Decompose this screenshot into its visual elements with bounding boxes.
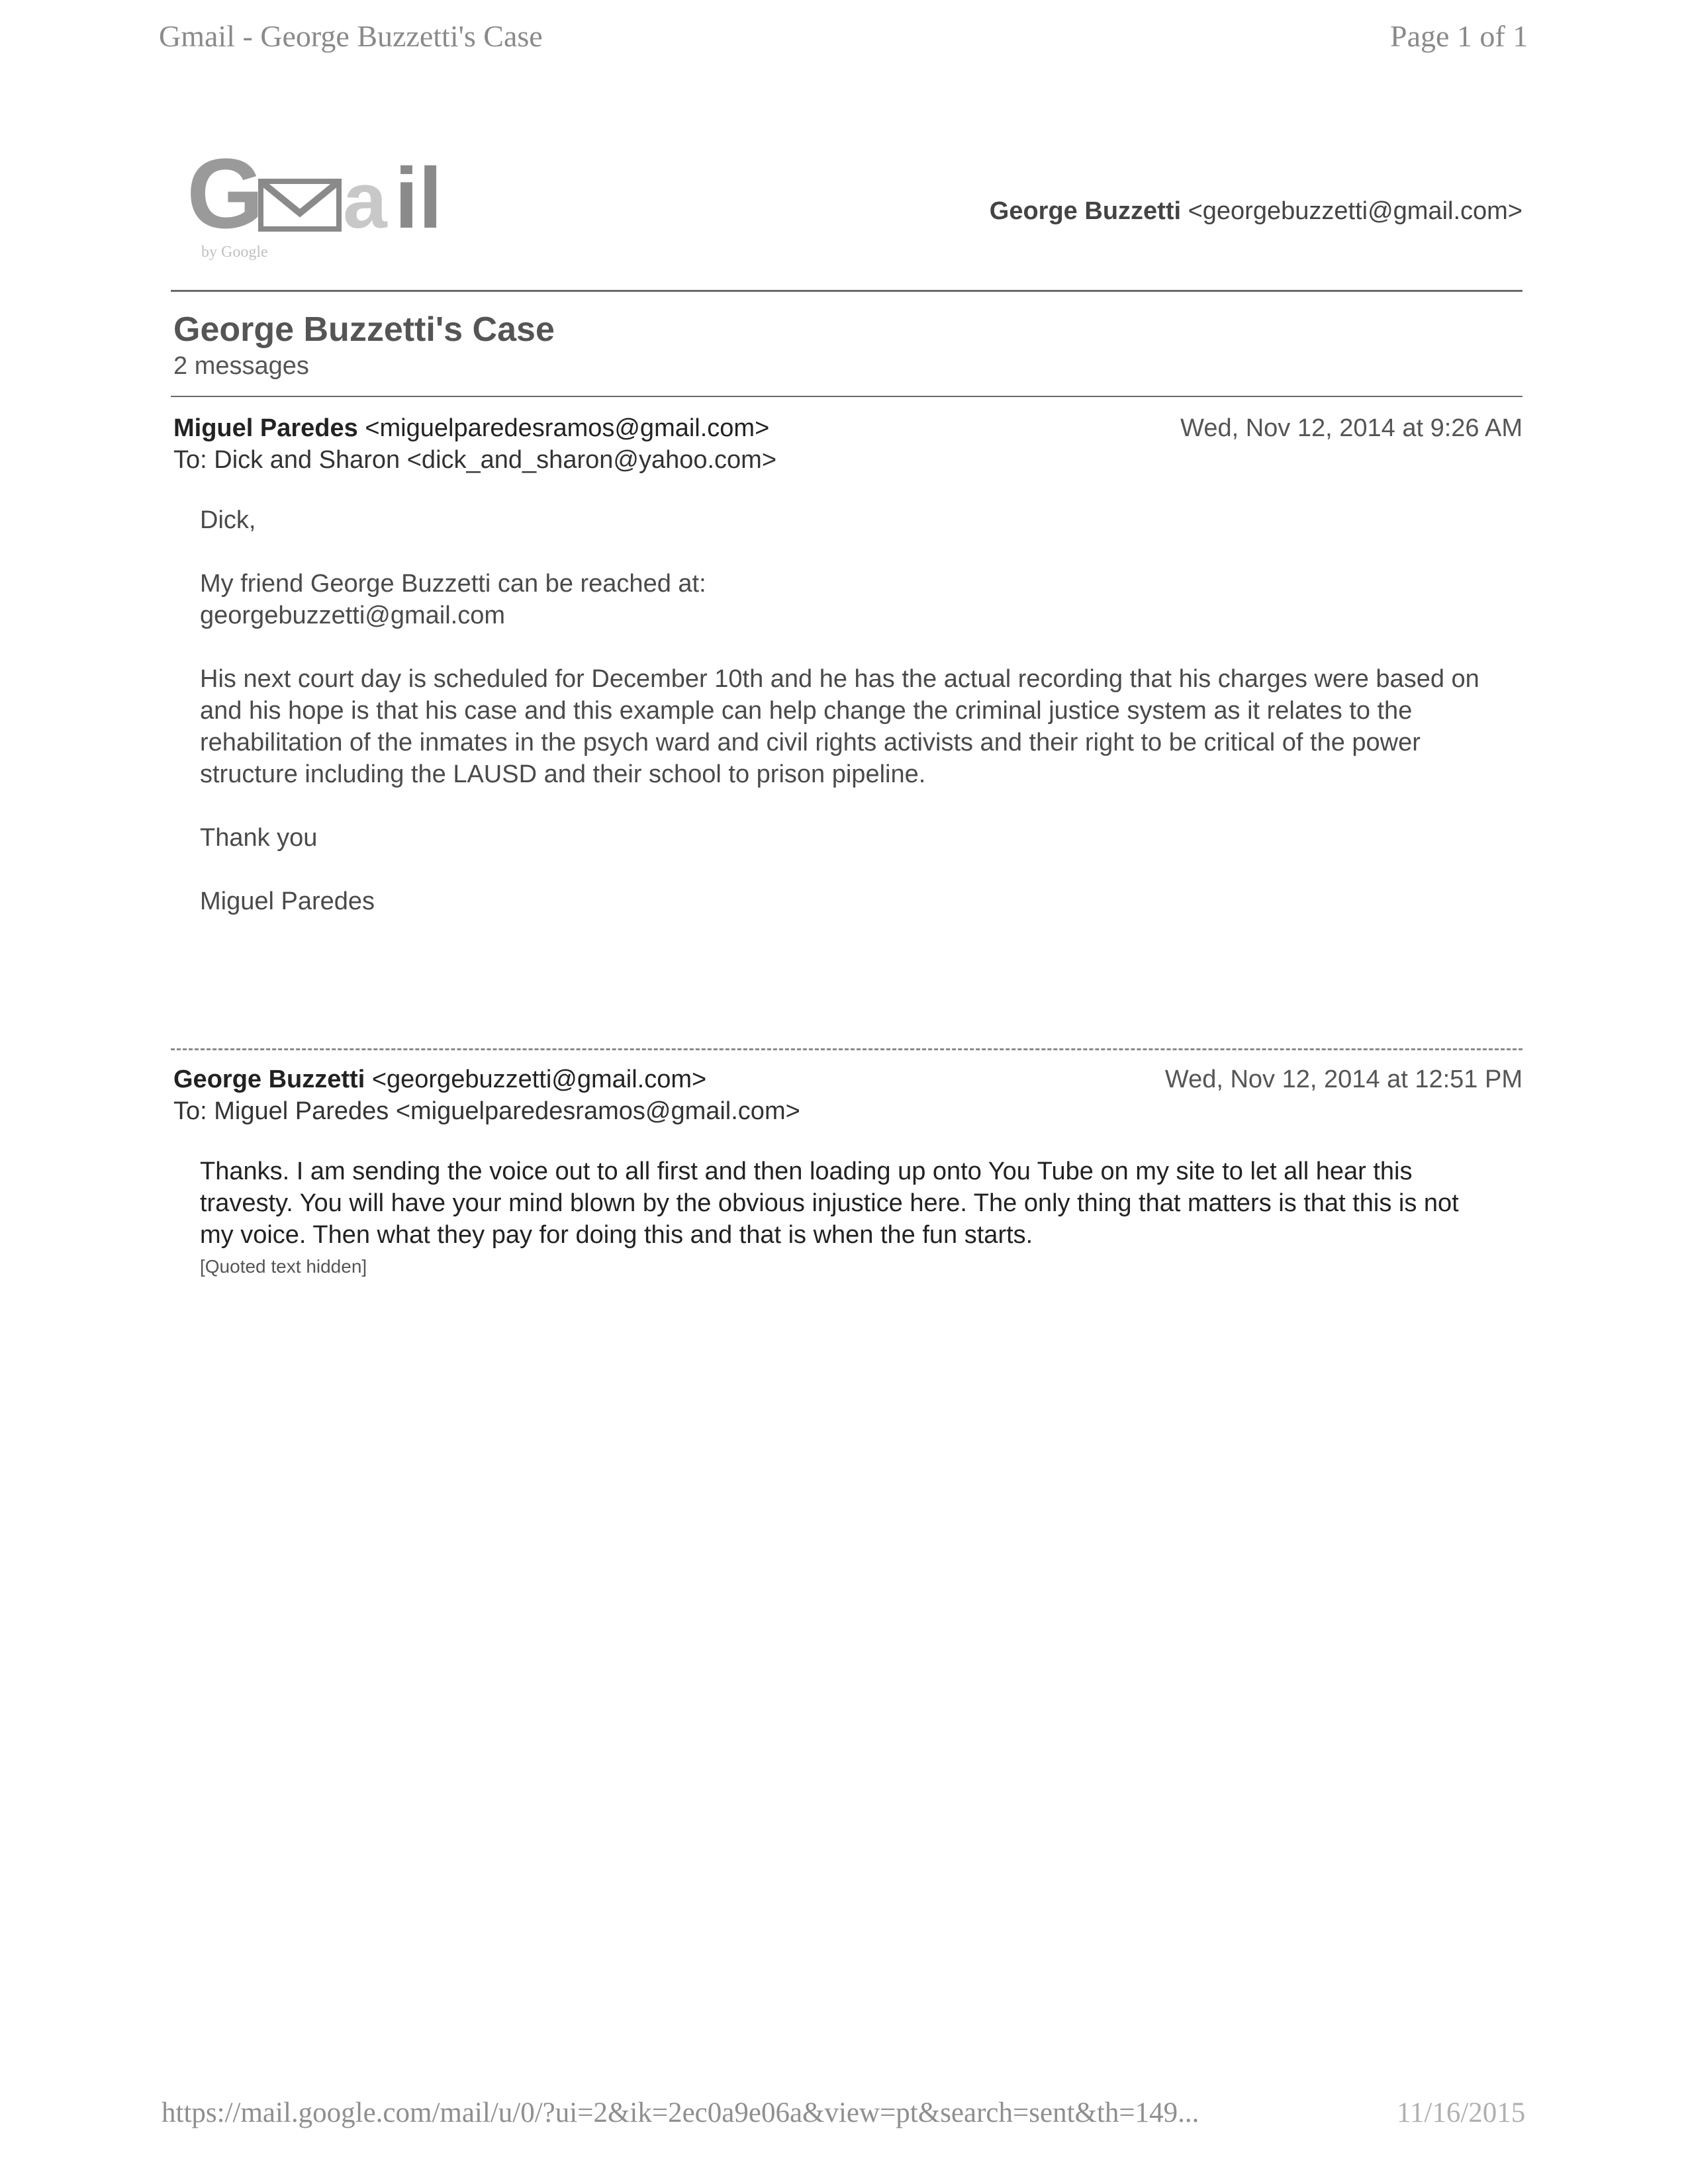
greeting: Dick, bbox=[200, 506, 256, 534]
header-divider bbox=[171, 290, 1523, 292]
message-2-body bbox=[200, 1156, 1491, 1251]
svg-text:il: il bbox=[395, 150, 443, 246]
print-title: Gmail - George Buzzetti's Case bbox=[159, 19, 543, 53]
thread-subject: George Buzzetti's Case bbox=[173, 310, 555, 349]
print-page-number: Page 1 of 1 bbox=[1390, 19, 1528, 53]
message-2-date: Wed, Nov 12, 2014 at 12:51 PM bbox=[1164, 1066, 1523, 1093]
contact-email: georgebuzzetti@gmail.com bbox=[200, 602, 506, 629]
message-1-recipients: To: Dick and Sharon <dick_and_sharon@yahoo.com> bbox=[173, 446, 777, 474]
message-divider bbox=[171, 1048, 1523, 1050]
gmail-logo bbox=[187, 150, 451, 269]
body-paragraph: Thanks. I am sending the voice out to all first and then loading up onto You Tube on my site to let all hear this travesty. You will have your mind blown by the obvious injustice here. The only thing that matters is that this is not my voice. Then what they pay for doing this and that is when the fun starts. bbox=[200, 1158, 1459, 1249]
print-url: https://mail.google.com/mail/u/0/?ui=2&ik=2ec0a9e06a&view=pt&search=sent&th=149... bbox=[162, 2097, 1199, 2128]
gmail-byline: by Google bbox=[201, 244, 268, 261]
message-count: 2 messages bbox=[173, 352, 309, 380]
sender-name: Miguel Paredes bbox=[173, 414, 358, 442]
body-paragraph: His next court day is scheduled for December 10th and he has the actual recording that his charges were based on and his hope is that his case and this example can help change the criminal justice system as it relates to the rehabilitation of the inmates in the psych ward and civil rights activists and their right to be critical of the power structure including the LAUSD and their school to prison pipeline. bbox=[200, 665, 1479, 788]
svg-text:G: G bbox=[187, 150, 260, 249]
sender-name: George Buzzetti bbox=[173, 1066, 365, 1093]
account-identity bbox=[990, 197, 1523, 226]
message-2-recipients: To: Miguel Paredes <miguelparedesramos@gmail.com> bbox=[173, 1097, 800, 1125]
message-2-sender bbox=[173, 1066, 706, 1094]
signature: Miguel Paredes bbox=[200, 887, 375, 915]
print-date: 11/16/2015 bbox=[1397, 2097, 1526, 2128]
svg-text:a: a bbox=[343, 156, 387, 245]
contact-line: My friend George Buzzetti can be reached at: bbox=[200, 570, 706, 598]
gmail-logo-icon bbox=[187, 150, 451, 269]
subject-divider bbox=[171, 396, 1523, 397]
message-1-sender bbox=[173, 414, 769, 443]
sender-email: <miguelparedesramos@gmail.com> bbox=[365, 414, 770, 442]
message-1-body bbox=[200, 504, 1491, 917]
message-1-date: Wed, Nov 12, 2014 at 9:26 AM bbox=[1180, 414, 1523, 442]
sender-email: <georgebuzzetti@gmail.com> bbox=[371, 1066, 707, 1093]
closing: Thank you bbox=[200, 824, 318, 852]
account-name: George Buzzetti bbox=[989, 197, 1182, 225]
quoted-text-toggle[interactable]: [Quoted text hidden] bbox=[200, 1256, 367, 1277]
account-email: <georgebuzzetti@gmail.com> bbox=[1188, 197, 1523, 225]
